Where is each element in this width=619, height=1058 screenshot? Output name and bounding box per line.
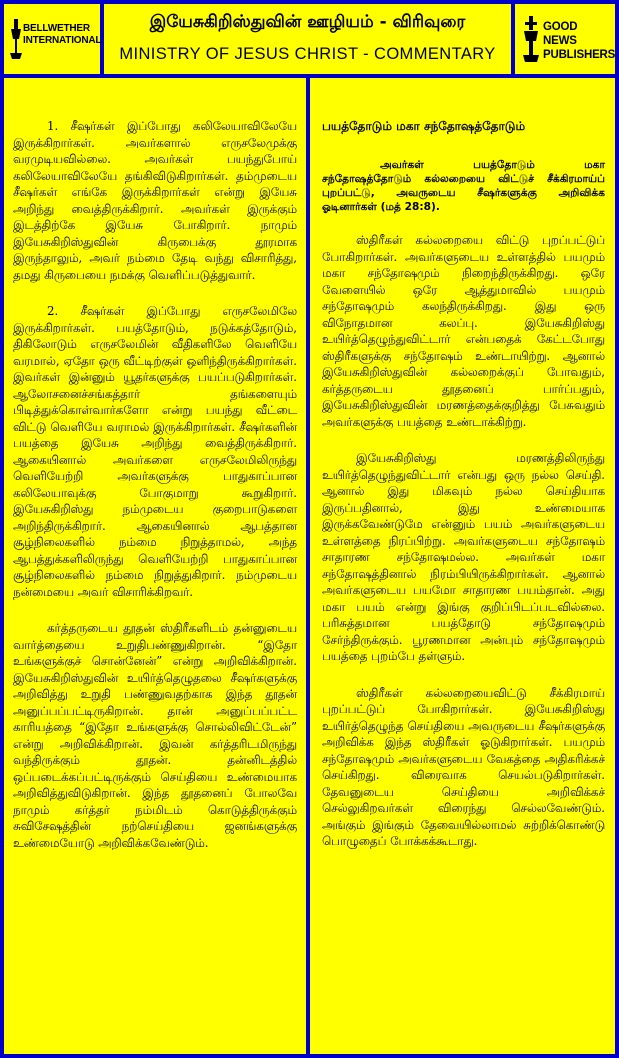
good-news-logo bbox=[515, 4, 615, 74]
good-news-lamp-icon bbox=[521, 14, 541, 64]
right-paragraph-3: ஸ்திரீகள் கல்லறையைவிட்டு சீக்கிரமாய் புறப்பட்டுப் போகிறார்கள். இயேசுகிறிஸ்து உயிர்த்தெழுந்த செய்தியை அவருடைய சீஷர்களுக்கு அறிவிக்க இந்த ஸ்திரீகள் ஓடுகிறார்கள். பயமும் சந்தோஷமும் அவர்களுடைய வேகத்தை அதிகரிக்கச் செய்கிறது. விரைவாக செயல்படுகிறார்கள். தேவனுடைய செய்தியை அறிவிக்கச் செல்லுகிறவர்கள் விரைந்து செல்லவேண்டும். அங்கும் இங்கும் தேவையில்லாமல் சுற்றிக்கொண்டு பொழுதைப் போக்கக்கூடாது. bbox=[322, 685, 605, 848]
bellwether-lamp-icon bbox=[9, 17, 23, 61]
left-paragraph-2: 2. சீஷர்கள் இப்போது எருசலேமிலே இருக்கிறார்கள். பயத்தோடும், நடுக்கத்தோடும், திகிலோடும் எருசலேமின் வீதிகளிலே வெளியே வரமால், ஏதோ ஒரு வீட்டிற்குள் ஒளிந்திருக்கிறார்கள். இவர்கள் இன்னும் யூதர்களுக்கு பயப்படுகிறார்கள். ஆலோசனைச்சங்கத்தார் தங்களையும் பிடித்துக்கொள்வார்களோ என்று பயந்து வீட்டை விட்டு வெளியே வராமல் இருக்கிறார்கள். சீஷர்களின் பயத்தை இயேசு அறிந்து வைத்திருக்கிறார். ஆகையினால் அவர்களை எருசலேமிலிருந்து வெளியேற்றி அவர்களுக்கு பாதுகாப்பான கலிலேயாவுக்கு போகுமாறு கூறுகிறார். இயேசுகிறிஸ்து நம்முடைய குறைபாடுகளை அறிந்திருக்கிறார். ஆகையினால் ஆபத்தான சூழ்நிலைகளில் நம்மை நிறுத்தாமல், அந்த ஆபத்துக்களிலிருந்து வெளியேற்றி பாதுகாப்பான சூழ்நிலைகளில் நம்மை நிறுத்துகிறார். நம்முடைய நன்மையை அவர் விசாரிக்கிறவர். bbox=[13, 304, 297, 599]
right-column bbox=[310, 78, 615, 1054]
left-paragraph-1: 1. சீஷர்கள் இப்போது கலிலேயாவிலேயே இருக்கிறார்கள். அவர்களால் எருசலேமுக்கு வரமுடியவில்லை. அவர்கள் பயந்துபோய் கலிலேயாவிலேயே தங்கிவிடுகிறார்கள். தம்முடைய சீஷர்கள் எங்கே இருக்கிறார்கள் என்று இயேசு அறிந்து வைத்திருக்கிறார். அவர்கள் இருக்கும் இடத்திற்கே இயேசு போகிறார். நாமும் இயேசுகிறிஸ்துவின் கிருபைக்கு தூரமாக இருந்தாலும், அவர் நம்மை தேடி வந்து விசாரித்து, தமது கிருபையை நமக்கு வெளிப்படுத்துவார். bbox=[13, 119, 297, 282]
header-title-box bbox=[104, 4, 511, 74]
title-english: MINISTRY OF JESUS CHRIST - COMMENTARY bbox=[119, 45, 496, 63]
good-news-logo-text: GOOD NEWS PUBLISHERS bbox=[543, 21, 616, 61]
right-paragraph-2: இயேசுகிறிஸ்து மரணத்திலிருந்து உயிர்த்தெழுந்துவிட்டார் என்பது ஒரு நல்ல செய்தி. ஆனால் இது மிகவும் நல்ல செய்தியாக இருப்பதினால், இது உண்மையாக இருக்கவேண்டுமே என்னும் பயம் அவர்களுடைய உள்ளத்தை நிரப்பிற்று. அவர்களுடைய சந்தோஷம் சாதாரண சந்தோஷமல்ல. அவர்கள் மகா சந்தோஷத்தினால் நிரம்பியிருக்கிறார்கள். ஆனால் அவர்களுடைய பயமோ சாதாரண பயம்தான். அது மகா பயம் என்று இங்கு குறிப்பிடப்படவில்லை. பரிசுத்தமான பயத்தோடு சந்தோஷமும் சேர்ந்திருக்கும். பூரணமான அன்பும் சந்தோஷமும் பயத்தை புறம்பே தள்ளும். bbox=[322, 451, 605, 663]
left-paragraph-3: கர்த்தருடைய தூதன் ஸ்திரீகளிடம் தன்னுடைய வார்த்தையை உறுதிபண்ணுகிறான். “இதோ உங்களுக்குச் சொன்னேன்” என்று அறிவிக்கிறான். இயேசுகிறிஸ்துவின் உயிர்த்தெழுதலை சீஷர்களுக்கு அறிவித்து உறுதி பண்ணுவதற்காக இந்த தூதன் அனுப்பப்பட்டிருகிறான். தான் அனுப்பப்பட்ட காரியத்தை “இதோ உங்களுக்கு சொல்லிவிட்டேன்” என்று அறிவிக்கிறான். இவன் கர்த்தரிடமிருந்து வந்திருக்கும் தூதன். தன்னிடத்தில் ஒப்படைக்கப்பட்டிருக்கும் செய்தியை உண்மையாக அறிவித்துவிடுகிறான். இந்த தூதனைப் போலவே நாமும் கர்த்தர் நம்மிடம் கொடுத்திருக்கும் சுவிசேஷத்தின் நற்செய்தியை ஜனங்களுக்கு உண்மையோடு அறிவிக்கவேண்டும். bbox=[13, 621, 297, 850]
section-heading: பயத்தோடும் மகா சந்தோஷத்தோடும் bbox=[322, 119, 526, 133]
scripture-verse: அவர்கள் பயத்தோடும் மகா சந்தோஷத்தோடும் கல்லறையை விட்டுச் சீக்கிரமாய்ப் புறப்பட்டு, அவருடைய சீஷர்களுக்கு அறிவிக்க ஓடினார்கள் (மத் 28:8). bbox=[322, 159, 605, 213]
bellwether-logo bbox=[4, 4, 100, 74]
right-paragraph-1: ஸ்திரீகள் கல்லறையை விட்டு புறப்பட்டுப் போகிறார்கள். அவர்களுடைய உள்ளத்தில் பயமும் மகா சந்தோஷமும் நிறைந்திருக்கிறது. ஒரே வேளையில் ஒரே ஆத்துமாவில் பயமும் சந்தோஷமும் கலந்திருக்கிறது. இது ஒரு விநோதமான கலப்பு. இயேசுகிறிஸ்து உயிர்த்தெழுந்துவிட்டார் என்பதைக் கேட்டபோது ஸ்திரீகளுக்கு சந்தோஷம் உண்டாயிற்று. ஆனால் இயேசுகிறிஸ்துவின் கல்லறைக்குப் போவதும், கர்த்தருடைய தூதனைப் பார்ப்பதும், இயேசுகிறிஸ்துவின் மரணத்தைக்குறித்து பேசுவதும் அவர்களுக்கு பயத்தை உண்டாக்கிற்று. bbox=[322, 233, 605, 429]
left-column bbox=[4, 78, 306, 1054]
bellwether-logo-text: BELLWETHER INTERNATIONAL bbox=[23, 23, 102, 46]
title-tamil: இயேசுகிறிஸ்துவின் ஊழியம் - விரிவுரை bbox=[149, 12, 466, 32]
